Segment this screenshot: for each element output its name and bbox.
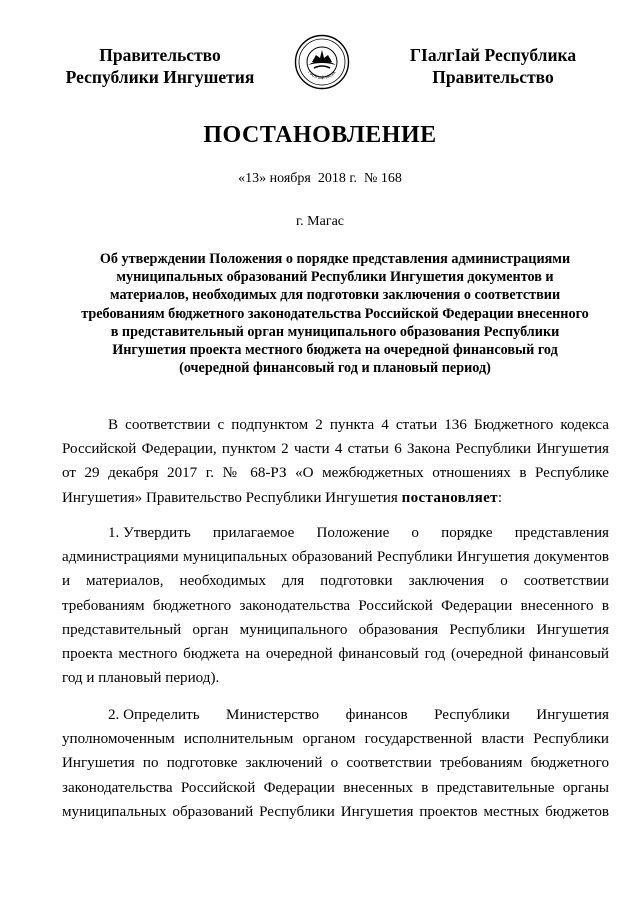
subject-line: (очередной финансовый год и плановый период) [179, 360, 491, 377]
item-1-paragraph [62, 521, 609, 690]
header-right-line-2: Правительство [432, 67, 554, 87]
preamble-line: В соответствии с подпунктом 2 пункта 4 статьи 136 Бюджетного кодекса [108, 417, 609, 433]
document-city: г. Магас [296, 214, 344, 229]
item-1-first-line [62, 521, 609, 545]
item-1-line: администрациями муниципальных образований Республики Ингушетия документов [62, 549, 609, 566]
subject-line: муниципальных образований Республики Ингушетия документов и [116, 269, 554, 286]
item-2-paragraph [62, 703, 609, 824]
item-2-word: Министерство [226, 707, 320, 723]
item-1-word: представления [514, 525, 609, 541]
preamble-paragraph [62, 413, 609, 510]
header-left [40, 44, 280, 88]
preamble-line: Российской Федерации, пунктом 2 части 4 статьи 6 Закона Республики Ингушетия [62, 441, 609, 458]
preamble-last-start: Ингушетия» Правительство Республики Ингушетия [62, 489, 402, 506]
item-1-word: Положение [316, 525, 390, 541]
item-1-word: 1. Утвердить [108, 525, 191, 541]
item-1-line: и материалов, необходимых для подготовки заключения о соответствии [62, 573, 609, 590]
item-1-word: прилагаемое [212, 525, 295, 541]
resolves-word: постановляет [401, 489, 498, 506]
item-2-line: законодательства Российской Федерации внесенных в представительные органы [62, 779, 609, 796]
item-2-word: Ингушетия [536, 707, 609, 723]
subject-line: в представительный орган муниципального образования Республики [110, 323, 560, 340]
subject-line: материалов, необходимых для подготовки заключения о соответствии [109, 287, 561, 304]
subject-line: Об утверждении Положения о порядке представления администрациями [99, 251, 571, 267]
item-2-word: 2. Определить [108, 707, 200, 723]
header-right [378, 44, 608, 88]
preamble-last-end: : [497, 489, 503, 506]
item-1-line: представительный орган муниципального образования Республики Ингушетия [62, 621, 609, 638]
item-1-word: о [411, 525, 419, 541]
header-right-line-1: ГIалгIай Республика [409, 45, 577, 65]
coat-of-arms-emblem [294, 34, 350, 90]
header-left-line-2: Республики Ингушетия [65, 67, 255, 87]
preamble-last-line [62, 486, 609, 510]
item-2-line: Ингушетия по подготовке заключений о соответствии требованиям бюджетного [62, 755, 609, 772]
item-2-word: Республики [434, 707, 510, 723]
document-date-number: «13» ноября 2018 г. № 168 [238, 171, 402, 186]
header-left-line-1: Правительство [99, 45, 221, 65]
item-2-line: муниципальных образований Республики Ингушетия проектов местных бюджетов [62, 803, 609, 820]
item-1-word: порядке [441, 525, 493, 541]
item-1-last-line: год и плановый период). [62, 670, 220, 687]
subject-line: Ингушетия проекта местного бюджета на очередной финансовый год [112, 342, 558, 359]
document-subject [70, 250, 600, 377]
emblem-bottom-text: ГIАЛГIАЙ МОХК [307, 69, 337, 81]
subject-line: требованиям бюджетного законодательства Российской Федерации внесенного [81, 305, 589, 322]
item-2-line: уполномоченным исполнительным органом государственной власти Республики [62, 731, 609, 748]
preamble-line: от 29 декабря 2017 г. № 68-РЗ «О межбюджетных отношениях в Республике [62, 465, 609, 482]
document-title: ПОСТАНОВЛЕНИЕ [203, 122, 437, 148]
item-2-first-line [62, 703, 609, 727]
item-2-word: финансов [345, 707, 408, 723]
item-1-line: требованиям бюджетного законодательства Российской Федерации внесенного в [62, 597, 609, 614]
item-1-line: проекта местного бюджета на очередной финансовый год (очередной финансовый [62, 646, 609, 663]
